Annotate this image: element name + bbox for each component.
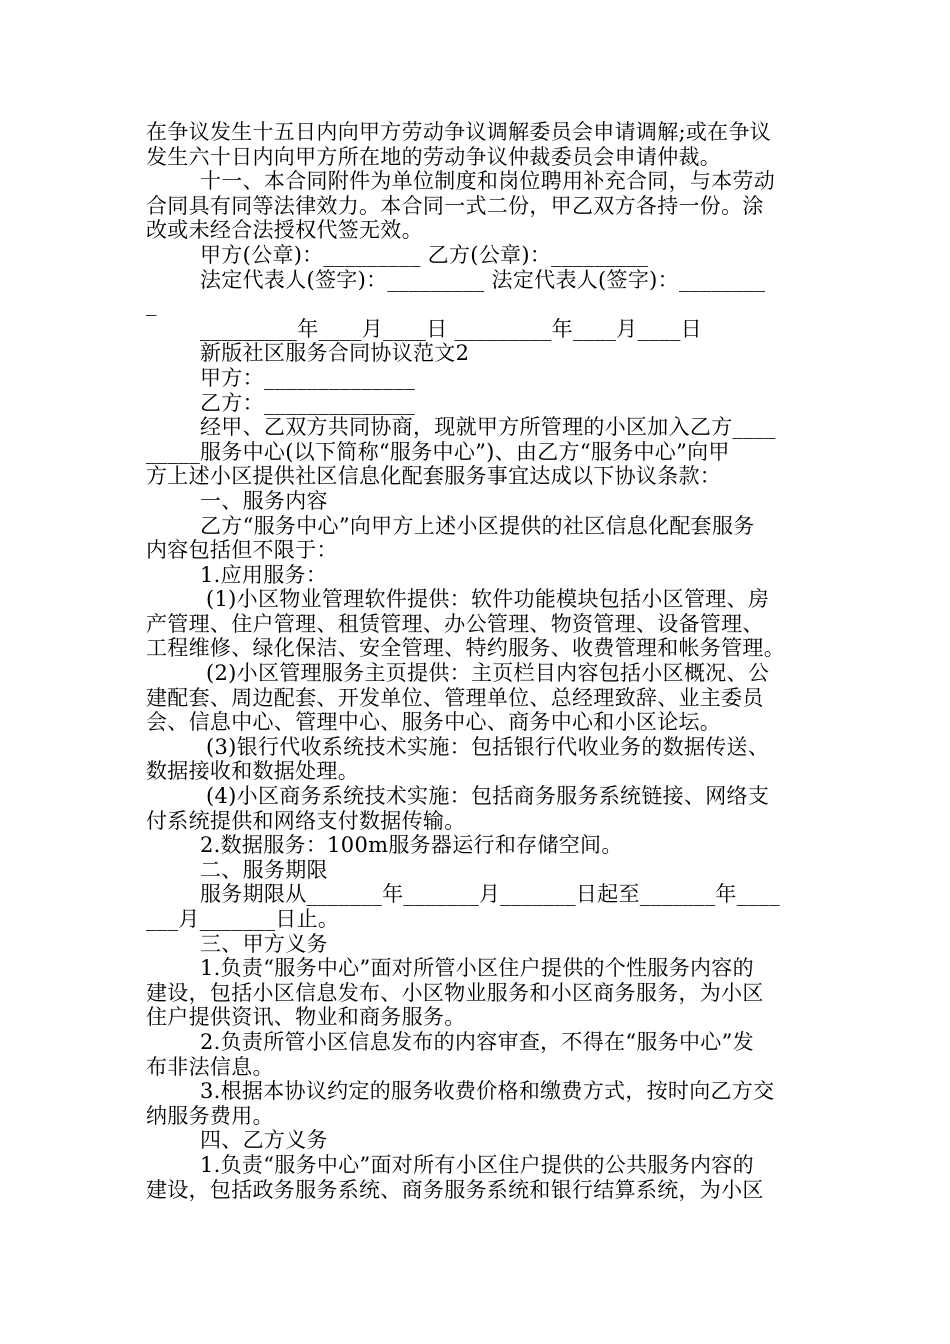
text-line: ___月_______日止。 (146, 907, 340, 931)
text-line: 改或未经合法授权代签无效。 (146, 218, 423, 243)
party-b-line: 乙方：______________ (200, 390, 416, 415)
text-line: 数据接收和数据处理。 (146, 759, 359, 784)
text-line: 乙方“服务中心”向甲方上述小区提供的社区信息化配套服务 (200, 513, 755, 538)
section-title: 新版社区服务合同协议范文2 (200, 341, 470, 366)
text-line: 产管理、住户管理、租赁管理、办公管理、物资管理、设备管理、 (146, 611, 764, 636)
text-line: 3.根据本协议约定的服务收费价格和缴费方式，按时向乙方交 (200, 1079, 775, 1104)
text-line: 在争议发生十五日内向甲方劳动争议调解委员会申请调解;或在争议 (146, 120, 772, 144)
text-line: _ (146, 292, 157, 317)
section-heading: 二、服务期限 (200, 857, 328, 882)
text-line: 经甲、乙双方共同协商，现就甲方所管理的小区加入乙方____ (200, 415, 776, 440)
section-heading: 一、服务内容 (200, 488, 328, 513)
text-line: 十一、本合同附件为单位制度和岗位聘用补充合同，与本劳动 (200, 169, 776, 194)
text-line: 会、信息中心、管理中心、服务中心、商务中心和小区论坛。 (146, 710, 722, 735)
text-line: 1.应用服务： (200, 562, 328, 587)
text-line: (2)小区管理服务主页提供：主页栏目内容包括小区概况、公 (206, 661, 770, 686)
date-line: _________年____月____日 _________年____月____日 (200, 316, 702, 341)
section-heading: 四、乙方义务 (200, 1128, 328, 1153)
text-line: 纳服务费用。 (146, 1103, 274, 1128)
text-line: 建设，包括政务服务系统、商务服务系统和银行结算系统，为小区 (146, 1177, 764, 1202)
text-line: 住户提供资讯、物业和商务服务。 (146, 1005, 466, 1030)
text-line: 2.负责所管小区信息发布的内容审查，不得在“服务中心”发 (200, 1029, 754, 1054)
text-line: 2.数据服务：100m服务器运行和存储空间。 (200, 833, 623, 858)
signature-line: 甲方(公章)：_________ 乙方(公章)：_________ (200, 242, 649, 267)
section-heading: 三、甲方义务 (200, 931, 328, 956)
text-line: 付系统提供和网络支付数据传输。 (146, 808, 466, 833)
text-line: 建配套、周边配套、开发单位、管理单位、总经理致辞、业主委员 (146, 685, 764, 710)
text-line: 发生六十日内向甲方所在地的劳动争议仲裁委员会申请仲裁。 (146, 144, 722, 169)
text-line: 工程维修、绿化保洁、安全管理、特约服务、收费管理和帐务管理。 (146, 636, 785, 661)
text-line: 1.负责“服务中心”面对所管小区住户提供的个性服务内容的 (200, 956, 754, 981)
text-line: (3)银行代收系统技术实施：包括银行代收业务的数据传送、 (206, 734, 770, 759)
text-line: (4)小区商务系统技术实施：包括商务服务系统链接、网络支 (206, 784, 770, 809)
text-line: 内容包括但不限于： (146, 538, 338, 563)
text-line: _____服务中心(以下简称“服务中心”)、由乙方“服务中心”向甲 (146, 439, 730, 464)
text-line: (1)小区物业管理软件提供：软件功能模块包括小区管理、房 (206, 587, 770, 612)
text-line: 1.负责“服务中心”面对所有小区住户提供的公共服务内容的 (200, 1152, 754, 1177)
text-line: 建设，包括小区信息发布、小区物业服务和小区商务服务，为小区 (146, 980, 764, 1005)
text-line: 服务期限从_______年_______月_______日起至_______年____ (200, 882, 780, 907)
signature-line: 法定代表人(签字)：_________ 法定代表人(签字)：________ (200, 267, 766, 292)
text-line: 合同具有同等法律效力。本合同一式二份，甲乙双方各持一份。涂 (146, 193, 764, 218)
text-line: 方上述小区提供社区信息化配套服务事宜达成以下协议条款： (146, 464, 722, 489)
party-a-line: 甲方：______________ (200, 365, 416, 390)
text-line: 布非法信息。 (146, 1054, 274, 1079)
